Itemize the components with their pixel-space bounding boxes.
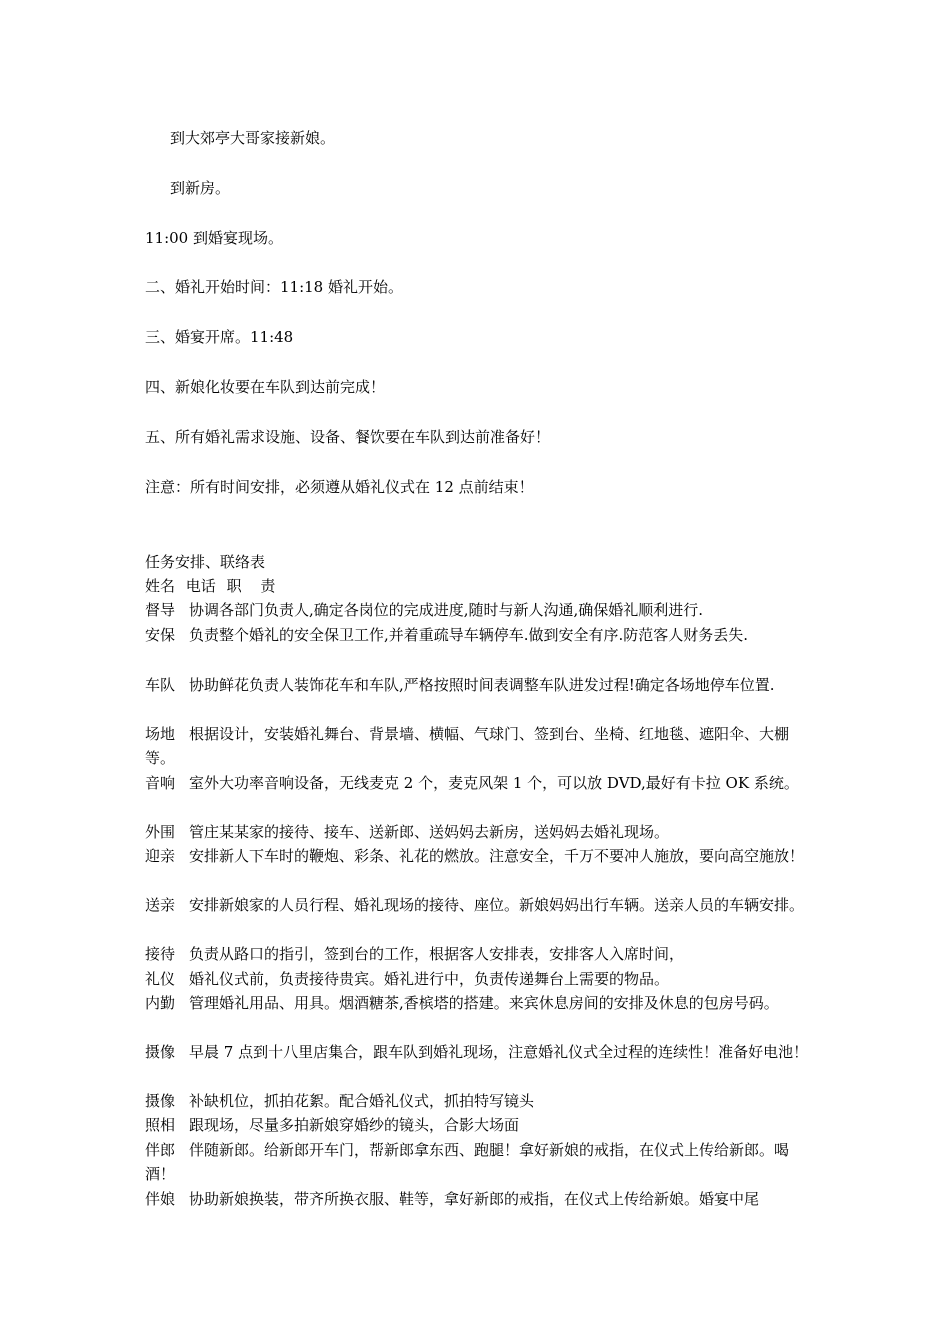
table-row [145,598,813,622]
table-row [145,1187,813,1211]
row-duty: 协助鲜花负责人装饰花车和车队,严格按照时间表调整车队进发过程!确定各场地停车位置. [189,676,775,694]
row-role: 音响 [145,774,176,792]
table-header [145,575,281,597]
row-role: 接待 [145,945,176,963]
row-role: 照相 [145,1116,176,1134]
schedule-line: 五、所有婚礼需求设施、设备、餐饮要在车队到达前准备好！ [145,428,551,446]
table-row [145,820,813,844]
schedule-line: 11:00 到婚宴现场。 [145,229,283,247]
row-duty: 早晨 7 点到十八里店集合，跟车队到婚礼现场，注意婚礼仪式全过程的连续性！准备好电池！ [189,1043,809,1061]
header-duty-1: 职 [226,577,242,595]
row-role: 伴娘 [145,1190,176,1208]
row-duty: 负责从路口的指引，签到台的工作，根据客人安排表，安排客人入席时间， [189,945,685,963]
table-row [145,722,813,770]
table-row [145,623,813,647]
table-row [145,991,813,1015]
table-row [145,673,813,697]
row-duty: 婚礼仪式前，负责接待贵宾。婚礼进行中，负责传递舞台上需要的物品。 [189,970,670,988]
row-role: 安保 [145,626,176,644]
table-row [145,967,813,991]
row-duty: 管理婚礼用品、用具。烟酒糖茶,香槟塔的搭建。来宾休息房间的安排及休息的包房号码。 [189,994,779,1012]
schedule-line: 二、婚礼开始时间：11:18 婚礼开始。 [145,278,403,296]
row-role: 场地 [145,725,176,743]
schedule-line: 到大郊亭大哥家接新娘。 [170,129,336,147]
row-duty: 管庄某某家的接待、接车、送新郎、送妈妈去新房，送妈妈去婚礼现场。 [189,823,670,841]
row-duty: 安排新人下车时的鞭炮、彩条、礼花的燃放。注意安全，千万不要冲人施放，要向高空施放！ [189,847,805,865]
table-title: 任务安排、联络表 [145,553,266,571]
header-name: 姓名 [145,577,176,595]
schedule-line: 三、婚宴开席。11:48 [145,328,294,346]
row-duty: 负责整个婚礼的安全保卫工作,并着重疏导车辆停车.做到安全有序.防范客人财务丢失. [189,626,749,644]
table-row [145,893,813,917]
table-row [145,844,813,868]
row-role: 内勤 [145,994,176,1012]
table-row [145,1040,813,1064]
row-role: 外围 [145,823,176,841]
table-row [145,942,813,966]
header-phone: 电话 [185,577,216,595]
row-duty: 安排新娘家的人员行程、婚礼现场的接待、座位。新娘妈妈出行车辆。送亲人员的车辆安排。 [189,896,805,914]
row-role: 摄像 [145,1043,176,1061]
table-row [145,771,813,795]
row-role: 摄像 [145,1092,176,1110]
row-duty: 协调各部门负责人,确定各岗位的完成进度,随时与新人沟通,确保婚礼顺利进行. [189,601,704,619]
row-role: 送亲 [145,896,176,914]
row-duty: 伴随新郎。给新郎开车门，帮新郎拿东西、跑腿！拿好新娘的戒指，在仪式上传给新郎。喝酒！ [145,1141,790,1183]
row-role: 伴郎 [145,1141,176,1159]
row-duty: 室外大功率音响设备，无线麦克 2 个，麦克风架 1 个，可以放 DVD,最好有卡拉 OK 系统。 [189,774,799,792]
row-duty: 补缺机位，抓拍花絮。配合婚礼仪式，抓拍特写镜头 [189,1092,535,1110]
table-row [145,1113,813,1137]
schedule-note: 注意：所有时间安排，必须遵从婚礼仪式在 12 点前结束！ [145,478,534,496]
header-duty-2: 责 [260,577,276,595]
row-duty: 协助新娘换装，带齐所换衣服、鞋等，拿好新郎的戒指，在仪式上传给新娘。婚宴中尾 [189,1190,760,1208]
table-row [145,1138,813,1186]
row-role: 车队 [145,676,176,694]
row-role: 督导 [145,601,176,619]
row-role: 礼仪 [145,970,176,988]
table-row [145,1089,813,1113]
row-duty: 跟现场，尽量多拍新娘穿婚纱的镜头，合影大场面 [189,1116,520,1134]
row-role: 迎亲 [145,847,176,865]
schedule-line: 到新房。 [170,179,231,197]
row-duty: 根据设计，安装婚礼舞台、背景墙、横幅、气球门、签到台、坐椅、红地毯、遮阳伞、大棚等。 [145,725,790,767]
schedule-line: 四、新娘化妆要在车队到达前完成！ [145,378,386,396]
